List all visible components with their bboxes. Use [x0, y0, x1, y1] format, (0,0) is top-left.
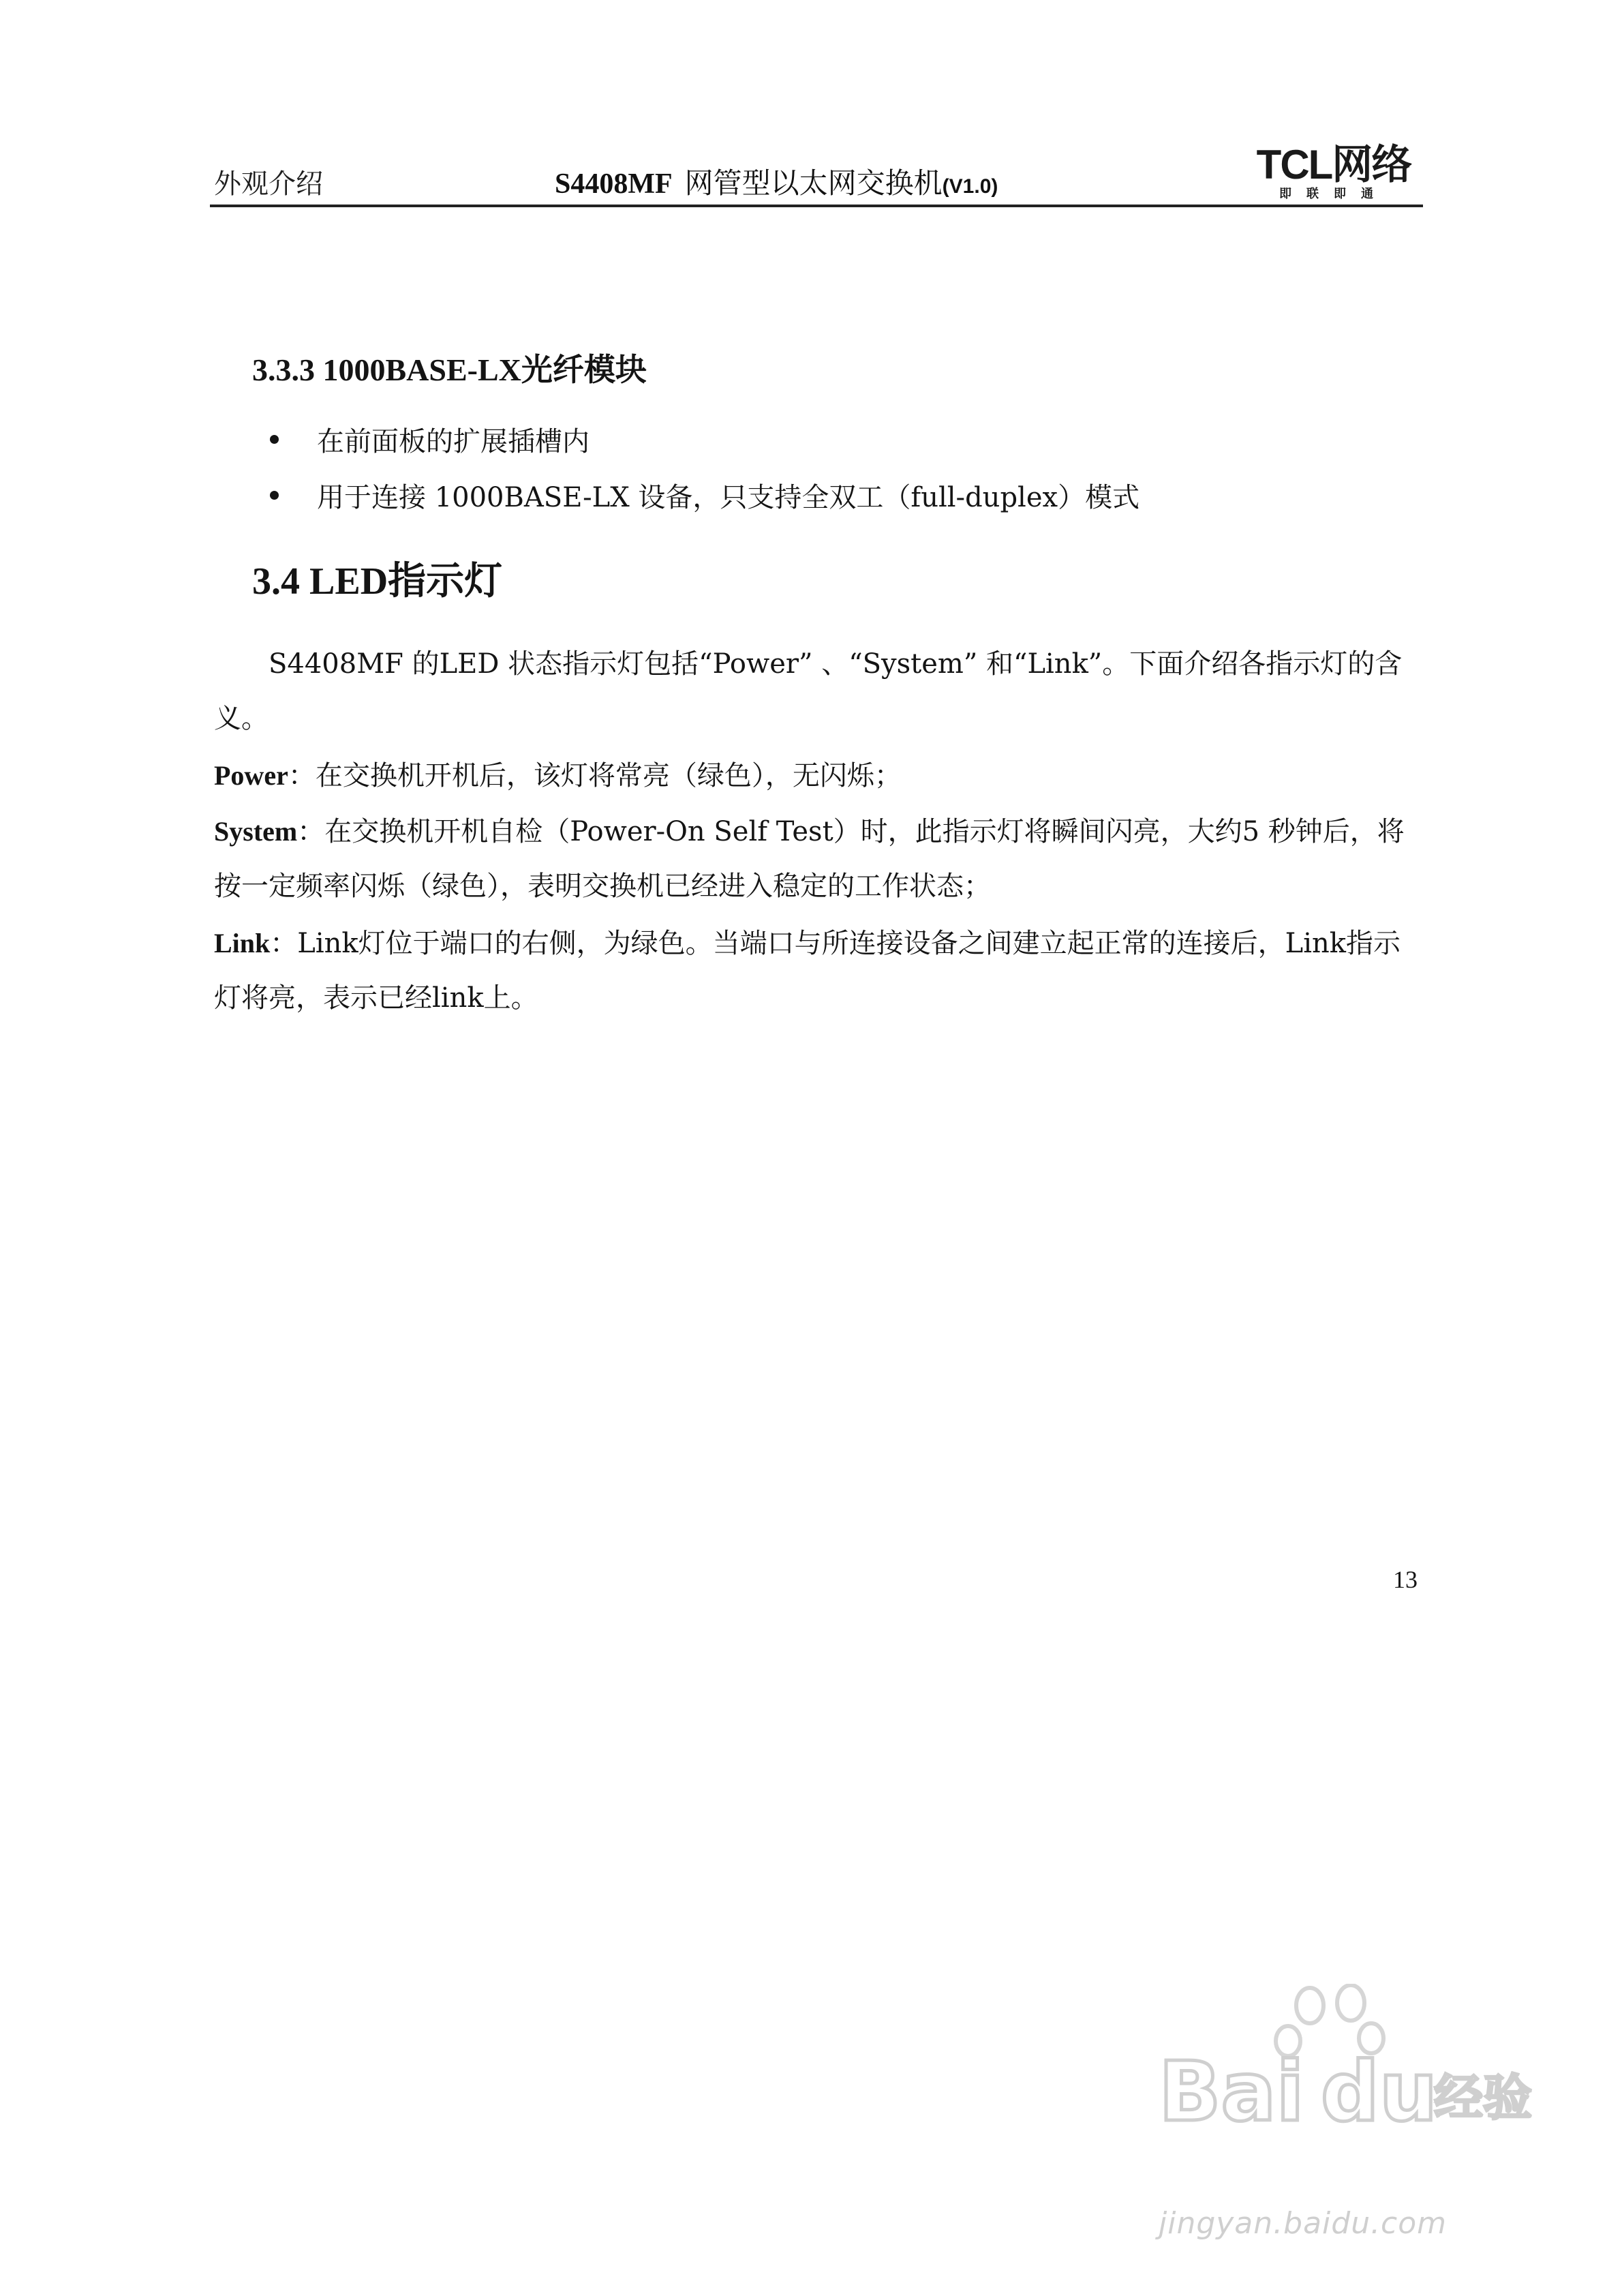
header-section-name: 外观介绍: [214, 168, 323, 200]
tcl-logo: [1244, 140, 1423, 202]
bullet-text: 用于连接 1000BASE-LX 设备，只支持全双工（full-duplex）模式: [317, 482, 1140, 513]
section-title: 指示灯: [388, 558, 503, 603]
svg-text:即联即通: 即联即通: [1279, 187, 1388, 201]
system-label: System: [214, 816, 298, 847]
baidu-jingyan-watermark: [1152, 1984, 1533, 2209]
intro-paragraph: S4408MF 的LED 状态指示灯包括“Power” 、“System” 和“Link”。下面介绍各指示灯的含义。: [214, 648, 1403, 734]
section-number: 3.4 LED: [252, 560, 388, 603]
header-title: [555, 161, 998, 202]
link-paragraph: [214, 916, 1420, 1025]
header-title-text: 网管型以太网交换机: [684, 166, 943, 200]
power-paragraph: [214, 749, 1420, 803]
svg-text:du: du: [1321, 2045, 1438, 2140]
page-number: 13: [1393, 1566, 1418, 1593]
system-text: ：在交换机开机自检（Power-On Self Test）时，此指示灯将瞬间闪亮，大约5 秒钟后，将按一定频率闪烁（绿色），表明交换机已经进入稳定的工作状态；: [214, 816, 1405, 902]
svg-text:经验: 经验: [1434, 2069, 1533, 2126]
bullet-item: [270, 420, 590, 459]
svg-text:Bai: Bai: [1159, 2045, 1304, 2140]
section-heading-3-4: [252, 551, 502, 605]
power-text: ：在交换机开机后，该灯将常亮（绿色），无闪烁；: [288, 760, 902, 791]
bullet-item: [270, 476, 1139, 515]
link-text: ：Link灯位于端口的右侧，为绿色。当端口与所连接设备之间建立起正常的连接后，Link指示灯将亮，表示已经link上。: [214, 928, 1401, 1014]
system-paragraph: [214, 804, 1420, 913]
section-number: 3.3.3 1000BASE-LX: [252, 352, 521, 387]
bullet-text: 在前面板的扩展插槽内: [317, 426, 590, 457]
bullet-icon: [270, 491, 279, 500]
header-version: (V1.0): [942, 175, 998, 198]
bullet-icon: [270, 435, 279, 444]
header-rule: [210, 205, 1423, 207]
section-heading-3-3-3: [252, 345, 647, 390]
link-label: Link: [214, 928, 271, 958]
section-title: 光纤模块: [521, 351, 647, 388]
watermark-url: jingyan.baidu.com: [1159, 2206, 1448, 2241]
power-label: Power: [214, 760, 288, 791]
header-model: S4408MF: [555, 168, 673, 200]
svg-text:TCL网络: TCL网络: [1256, 142, 1411, 187]
